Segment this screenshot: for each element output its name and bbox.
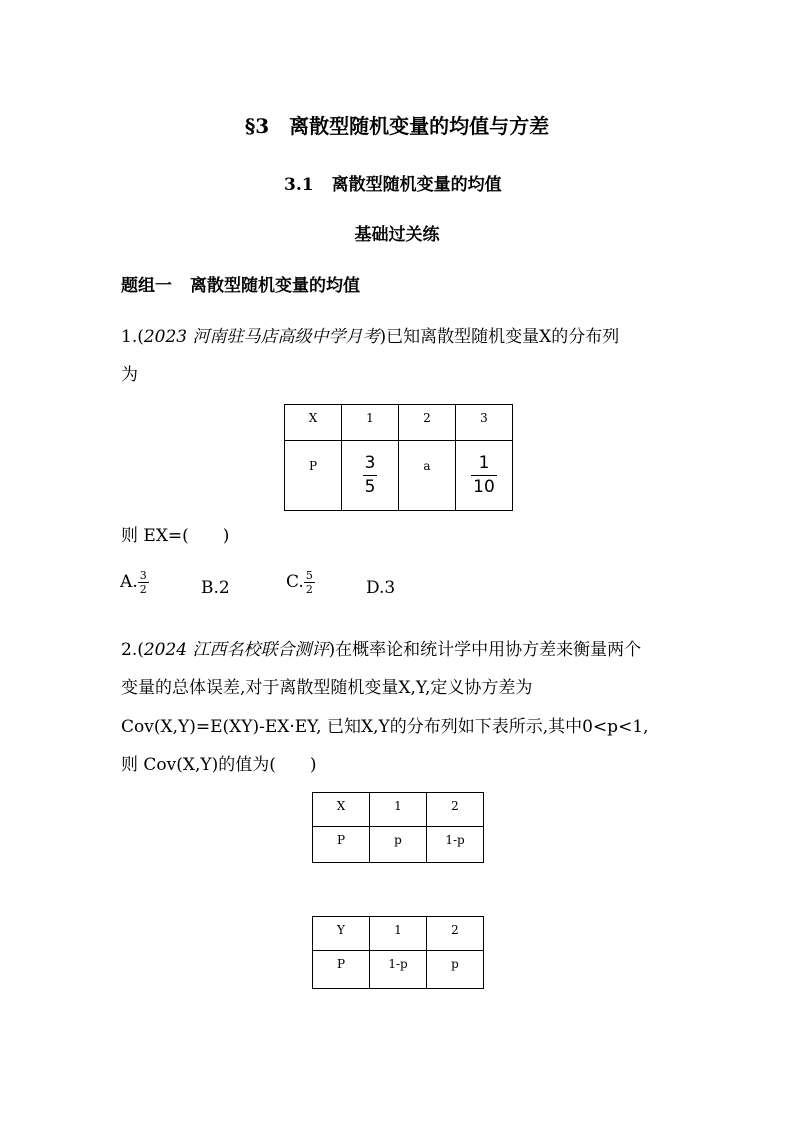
table-row bbox=[313, 951, 484, 989]
fraction-5-2: $\frac{5}{2}$ bbox=[305, 569, 313, 596]
table-cell: 1 bbox=[342, 405, 399, 441]
question-2-text: )在概率论和统计学中用协方差来衡量两个 bbox=[328, 640, 642, 660]
table-cell: Y bbox=[313, 917, 370, 951]
option-a: A. $\frac{3}{2}$ bbox=[120, 569, 147, 596]
fraction-1-10: $\frac{1}{10}$ bbox=[473, 453, 495, 497]
question-1-line-1 bbox=[121, 322, 619, 347]
table-cell: X bbox=[285, 405, 342, 441]
subsection-title bbox=[284, 170, 502, 195]
subsection-text: 离散型随机变量的均值 bbox=[331, 175, 502, 195]
table-cell: P bbox=[313, 827, 370, 863]
option-c: C. $\frac{5}{2}$ bbox=[286, 569, 313, 596]
table-cell: 1-p bbox=[370, 951, 427, 989]
table-header-row bbox=[285, 405, 513, 441]
table-cell: X bbox=[313, 793, 370, 827]
question-2-line-4: 则 Cov(X,Y)的值为( ) bbox=[121, 755, 317, 775]
distribution-table-x bbox=[284, 404, 513, 511]
question-1-text: )已知离散型随机变量X的分布列 bbox=[379, 327, 620, 347]
group-number: 题组一 bbox=[121, 276, 172, 296]
table-cell: 2 bbox=[427, 793, 484, 827]
table-cell bbox=[342, 441, 399, 511]
group-heading bbox=[121, 271, 360, 296]
table-cell: 2 bbox=[427, 917, 484, 951]
distribution-table-y bbox=[312, 916, 484, 989]
table-cell: P bbox=[285, 441, 342, 511]
table-cell: p bbox=[427, 951, 484, 989]
subsection-number: 3.1 bbox=[284, 175, 314, 195]
option-b: B.2 bbox=[201, 578, 230, 598]
question-2-line-2: 变量的总体误差,对于离散型随机变量X,Y,定义协方差为 bbox=[121, 678, 533, 698]
question-2-line-3: Cov(X,Y)=E(XY)-EX·EY, 已知X,Y的分布列如下表所示,其中0<p<1, bbox=[121, 717, 649, 737]
table-row bbox=[285, 441, 513, 511]
question-1-ask: 则 EX=( ) bbox=[121, 526, 230, 546]
section-heading: 基础过关练 bbox=[354, 225, 440, 245]
question-2-source: 2024 江西名校联合测评 bbox=[143, 640, 329, 660]
fraction-3-2: $\frac{3}{2}$ bbox=[139, 569, 147, 596]
question-1-line-2: 为 bbox=[121, 365, 138, 385]
table-cell: 3 bbox=[456, 405, 513, 441]
table-cell: 2 bbox=[399, 405, 456, 441]
question-2-line-1 bbox=[121, 635, 641, 660]
table-cell: p bbox=[370, 827, 427, 863]
table-cell: P bbox=[313, 951, 370, 989]
table-cell: 1-p bbox=[427, 827, 484, 863]
question-2-number: 2.( bbox=[121, 640, 144, 660]
table-header-row bbox=[313, 917, 484, 951]
page-title: §3 离散型随机变量的均值与方差 bbox=[244, 114, 550, 138]
table-cell: a bbox=[399, 441, 456, 511]
table-cell: 1 bbox=[370, 793, 427, 827]
table-cell: 1 bbox=[370, 917, 427, 951]
question-1-number: 1.( bbox=[121, 327, 144, 347]
table-cell bbox=[456, 441, 513, 511]
table-header-row bbox=[313, 793, 484, 827]
option-d: D.3 bbox=[366, 578, 396, 598]
table-row bbox=[313, 827, 484, 863]
distribution-table-x2 bbox=[312, 792, 484, 863]
fraction-3-5: $\frac{3}{5}$ bbox=[364, 453, 376, 497]
question-1-source: 2023 河南驻马店高级中学月考 bbox=[143, 327, 380, 347]
group-text: 离散型随机变量的均值 bbox=[190, 276, 360, 296]
